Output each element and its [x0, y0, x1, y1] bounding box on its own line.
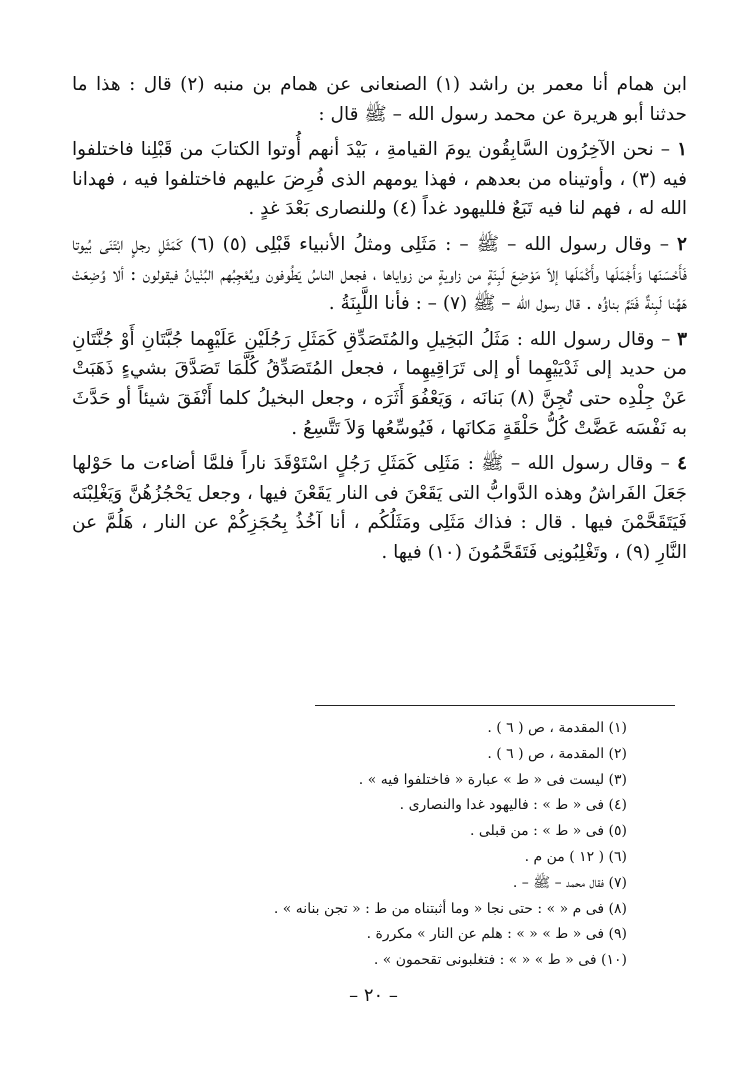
hadith-2: [72, 230, 687, 319]
footnote-1: (١) المقدمة ، ص ( ٦ ) .: [487, 720, 627, 736]
hadith-body: – وقال رسول الله – ﷺ : مَثَلِى كَمَثَلِ رَجُلٍ اسْتَوْقَدَ ناراً فلمَّا أضاءت ما حَوْلها جَعَلَ الفَراشُ وهذه الدَّوابُّ التى يَقَعْنَ فى النار يَقَعْنَ فيها ، وجعل يَحْجُزُهُنَّ وَيَغْلِبْنَه فَيَتَقَحَّمْنَ فيها . قال : فذاك مَثَلِى ومَثَلُكُم ، أنا آخُذُ بِحُجَزِكُمْ عن النار ، هَلُمَّ عن النَّارِ (٩) ، وتَغْلِبُونِى فَتَقَحَّمُونَ (١٠) فيها .: [72, 453, 687, 563]
footnote-divider: [315, 705, 675, 706]
footnote-7: (٧) فقال محمد – ﷺ – .: [512, 874, 627, 891]
footnote-10: (١٠) فى « ط » « » : فتغلبونى تقحمون » .: [373, 952, 627, 969]
hadith-text: [72, 70, 687, 574]
footnote-6: (٦) ( ١٢ ) من م .: [524, 848, 627, 865]
hadith-number: ٤: [677, 453, 687, 475]
footnote-2: (٢) المقدمة ، ص ( ٦ ) .: [487, 745, 627, 762]
footnote-5: (٥) فى « ط » : من قبلى .: [469, 823, 627, 840]
footnote-9: (٩) فى « ط » « » : هلم عن النار » مكررة .: [366, 926, 627, 943]
footnote-3: (٣) ليست فى « ط » عبارة « فاختلفوا فيه » .: [358, 771, 627, 788]
footnote-8: (٨) فى م « » : حتى نجا « وما أثبتناه من ط : « تجن بنانه » .: [273, 900, 627, 917]
footnote-4: (٤) فى « ط » : فاليهود غدا والنصارى .: [399, 797, 627, 814]
footnotes: [72, 716, 627, 974]
hadith-body: – وقال رسول الله – ﷺ – : مَثَلِى ومثلُ الأنبياء قَبْلِى (٥) (٦) كَمَثَلِ رجلٍ ابْتَنَى بُيوتا فَأَحْسَنَها وَأَجْمَلَها وأَكْمَلَها إلاّ مَوْضِعَ لَبِنَةٍ من زاويةٍ من زواياها ، فجعل الناسُ يَطُوفون ويُعْجِبُهم البُنْيانُ فيقولون : ألا وُضِعَتْ هَهُنا لَبِنةٌ فَتَمَّ بناؤُه . قال رسول الله – ﷺ (٧) – : فأنا اللَّبِنَةُ .: [72, 233, 687, 315]
hadith-3: [72, 325, 687, 443]
hadith-4: [72, 449, 687, 567]
hadith-1: [72, 135, 687, 224]
hadith-body: – وقال رسول الله : مَثَلُ البَخِيلِ والمُتَصَدِّقِ كَمَثَلِ رَجُلَيْنِ عَلَيْهِما جُبَّتَانِ أَوْ جُنَّتَانِ من حديد إلى ثَدْيَيْهِما أو إلى تَرَاقِيهِما ، فجعل المُتَصَدِّقُ كُلَّمَا تَصَدَّقَ بشيءٍ ذَهَبَتْ عَنْ جِلْدِه حتى تُجِنَّ (٨) بَنانَه ، وَيَعْفُوَ أَثَرَه ، وجعل البخيلُ كلما أَنْفَقَ شيئاً أو حَدَّثَ به نَفْسَه عَضَّتْ كُلُّ حَلْقَةٍ مَكانَها ، فَيُوسِّعُها وَلاَ تَتَّسِعُ .: [72, 328, 687, 439]
hadith-number: ٢: [677, 233, 687, 255]
hadith-body: – نحن الآخِرُون السَّابِقُون يومَ القيامةِ ، بَيْدَ أنهم أُوتوا الكتابَ من قَبْلِنا فاختلفوا فيه (٣) ، وأوتيناه من بعدهم ، فهذا يومهم الذى فُرِضَ عليهم فاختلفوا فيه ، فهدانا الله له ، فهم لنا فيه تَبَعٌ فلليهود غداً (٤) وللنصارى بَعْدَ غدٍ .: [72, 139, 687, 220]
page-number: – ٢٠ –: [349, 985, 398, 1006]
hadith-number: ٣: [677, 328, 687, 350]
hadith-number: ١: [677, 139, 687, 161]
isnad-intro: ابن همام أنا معمر بن راشد (١) الصنعانى عن همام بن منبه (٢) قال : هذا ما حدثنا أبو هريرة عن محمد رسول الله – ﷺ قال :: [72, 74, 687, 125]
